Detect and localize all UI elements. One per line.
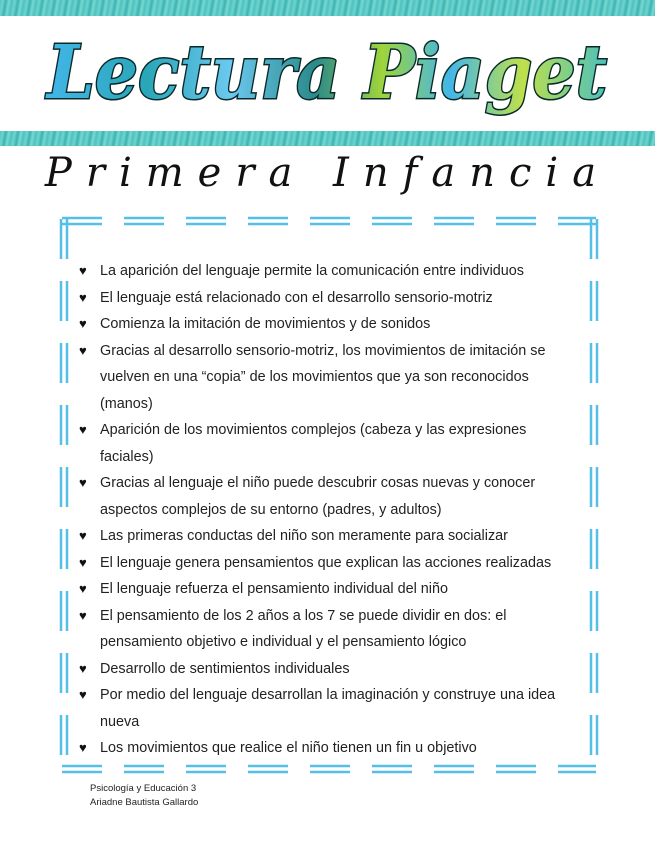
heart-icon: ♥ — [79, 316, 87, 331]
list-item — [79, 311, 579, 338]
footer-author: Ariadne Bautista Gallardo — [90, 797, 199, 808]
list-item — [79, 550, 579, 577]
footer-course: Psicología y Educación 3 — [90, 783, 197, 794]
list-item-text: El lenguaje genera pensamientos que explican las acciones realizadas — [100, 554, 552, 571]
list-item — [79, 258, 579, 285]
list-item-text: El pensamiento de los 2 años a los 7 se puede dividir en dos: el pensamiento objetivo e individual y el pensamiento lógico — [100, 607, 507, 650]
heart-icon: ♥ — [79, 660, 87, 676]
list-item-text: El lenguaje está relacionado con el desarrollo sensorio-motriz — [100, 289, 493, 306]
title-banner — [0, 22, 655, 130]
list-item-text: La aparición del lenguaje permite la comunicación entre individuos — [100, 263, 524, 279]
heart-icon: ♥ — [79, 740, 87, 755]
list-item — [79, 417, 579, 470]
page-title: Lectura Piaget — [45, 30, 608, 116]
list-item — [79, 656, 579, 683]
heart-icon: ♥ — [79, 422, 87, 437]
list-item — [79, 576, 579, 603]
heart-icon: ♥ — [79, 342, 87, 358]
list-item-text: Aparición de los movimientos complejos (cabeza y las expresiones faciales) — [100, 422, 527, 465]
heart-icon: ♥ — [79, 687, 87, 702]
list-item — [79, 735, 579, 762]
heart-icon: ♥ — [79, 554, 87, 570]
list-item — [79, 470, 579, 523]
list-item-text: Desarrollo de sentimientos individuales — [100, 660, 350, 677]
top-decorative-stripe — [0, 0, 655, 16]
list-item-text: Comienza la imitación de movimientos y de sonidos — [100, 316, 431, 332]
list-item-text: Gracias al desarrollo sensorio-motriz, los movimientos de imitación se vuelven en una “copia” de los movimientos que ya son reconocidos (manos) — [100, 342, 546, 412]
heart-icon: ♥ — [79, 607, 87, 623]
heart-icon: ♥ — [79, 263, 87, 278]
page-subtitle: Primera Infancia — [44, 150, 611, 196]
list-item — [79, 603, 579, 656]
list-item-text: Las primeras conductas del niño son meramente para socializar — [100, 528, 508, 544]
heart-icon: ♥ — [79, 581, 87, 596]
footer — [90, 782, 198, 810]
list-item — [79, 682, 579, 735]
title-svg — [0, 22, 655, 130]
mid-decorative-stripe — [0, 131, 655, 146]
list-item-text: Los movimientos que realice el niño tienen un fin u objetivo — [100, 740, 477, 756]
list-item-text: Por medio del lenguaje desarrollan la imaginación y construye una idea nueva — [100, 687, 556, 730]
heart-icon: ♥ — [79, 475, 87, 490]
heart-icon: ♥ — [79, 528, 87, 543]
list-item — [79, 338, 579, 418]
list-item-text: Gracias al lenguaje el niño puede descubrir cosas nuevas y conocer aspectos complejos de su entorno (padres, y adultos) — [100, 475, 536, 518]
list-item — [79, 285, 579, 312]
heart-icon: ♥ — [79, 289, 87, 305]
list-item-text: El lenguaje refuerza el pensamiento individual del niño — [100, 581, 449, 597]
bullet-list-section — [79, 258, 579, 762]
bullet-list — [79, 258, 579, 762]
list-item — [79, 523, 579, 550]
